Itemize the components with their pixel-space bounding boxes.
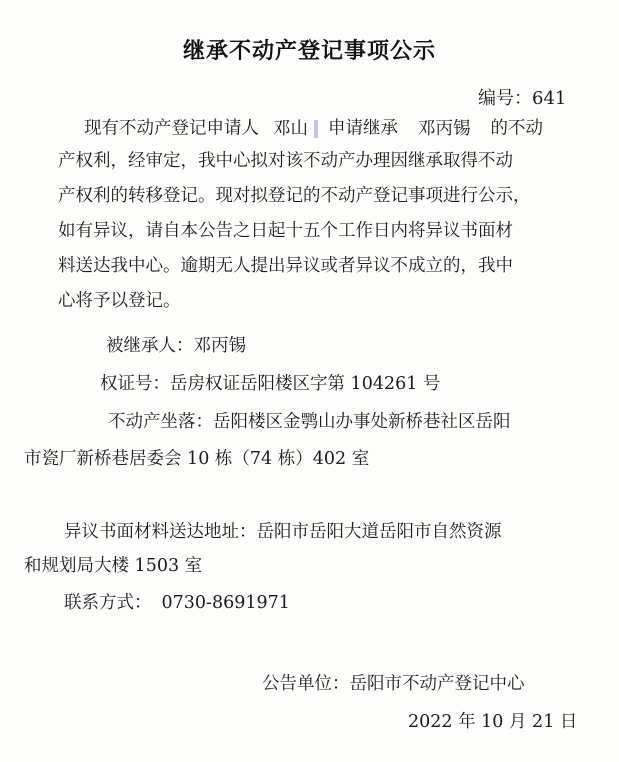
- decedent-value: 邓丙锡: [193, 336, 246, 356]
- body-line-1-pre: 现有不动产登记申请人: [84, 118, 259, 139]
- decedent-name-in-text: 邓丙锡: [418, 118, 471, 139]
- serial-value: 641: [532, 88, 567, 109]
- redaction-mark: [314, 120, 318, 138]
- location-value-1: 岳阳楼区金鹗山办事处新桥巷社区岳阳: [213, 412, 511, 432]
- applicant-name: 邓山: [273, 118, 308, 139]
- contact-label: 联系方式：: [64, 593, 152, 613]
- body-line-1-post: 的不动: [490, 118, 543, 139]
- location-value-2: 市瓷厂新桥巷居委会 10 栋（74 栋）402 室: [24, 449, 370, 469]
- body-line-4: 如有异议，请自本公告之日起十五个工作日内将异议书面材: [58, 221, 513, 241]
- objection-address-label: 异议书面材料送达地址：: [64, 522, 257, 542]
- notice-date: 2022 年 10 月 21 日: [408, 712, 578, 732]
- objection-address-value-2: 和规划局大楼 1503 室: [24, 556, 203, 576]
- contact-value: 0730-8691971: [161, 593, 290, 613]
- issuer-value: 岳阳市不动产登记中心: [349, 674, 525, 694]
- issuer-label: 公告单位：: [262, 674, 350, 694]
- body-line-1: [84, 120, 543, 138]
- certificate-label: 权证号：: [100, 374, 170, 394]
- issuer-row: [262, 676, 525, 694]
- decedent-row: [106, 338, 246, 356]
- objection-address-row: [64, 524, 502, 542]
- serial-label: 编号：: [478, 88, 532, 109]
- notice-title: 继承不动产登记事项公示: [182, 39, 436, 64]
- serial-number: [478, 84, 566, 110]
- certificate-value: 岳房权证岳阳楼区字第 104261 号: [170, 374, 441, 394]
- certificate-row: [100, 376, 440, 394]
- location-row: [108, 414, 511, 432]
- location-label: 不动产坐落：: [108, 412, 213, 432]
- contact-row: [64, 595, 290, 613]
- body-line-1-mid: 申请继承: [328, 118, 398, 139]
- decedent-label: 被继承人：: [106, 336, 194, 356]
- body-line-3: 产权利的转移登记。现对拟登记的不动产登记事项进行公示，: [58, 186, 531, 206]
- body-line-6: 心将予以登记。: [58, 291, 181, 311]
- body-line-5: 料送达我中心。逾期无人提出异议或者异议不成立的，我中: [58, 256, 513, 276]
- body-line-2: 产权利，经审定，我中心拟对该不动产办理因继承取得不动: [58, 151, 513, 171]
- objection-address-value-1: 岳阳市岳阳大道岳阳市自然资源: [256, 522, 502, 542]
